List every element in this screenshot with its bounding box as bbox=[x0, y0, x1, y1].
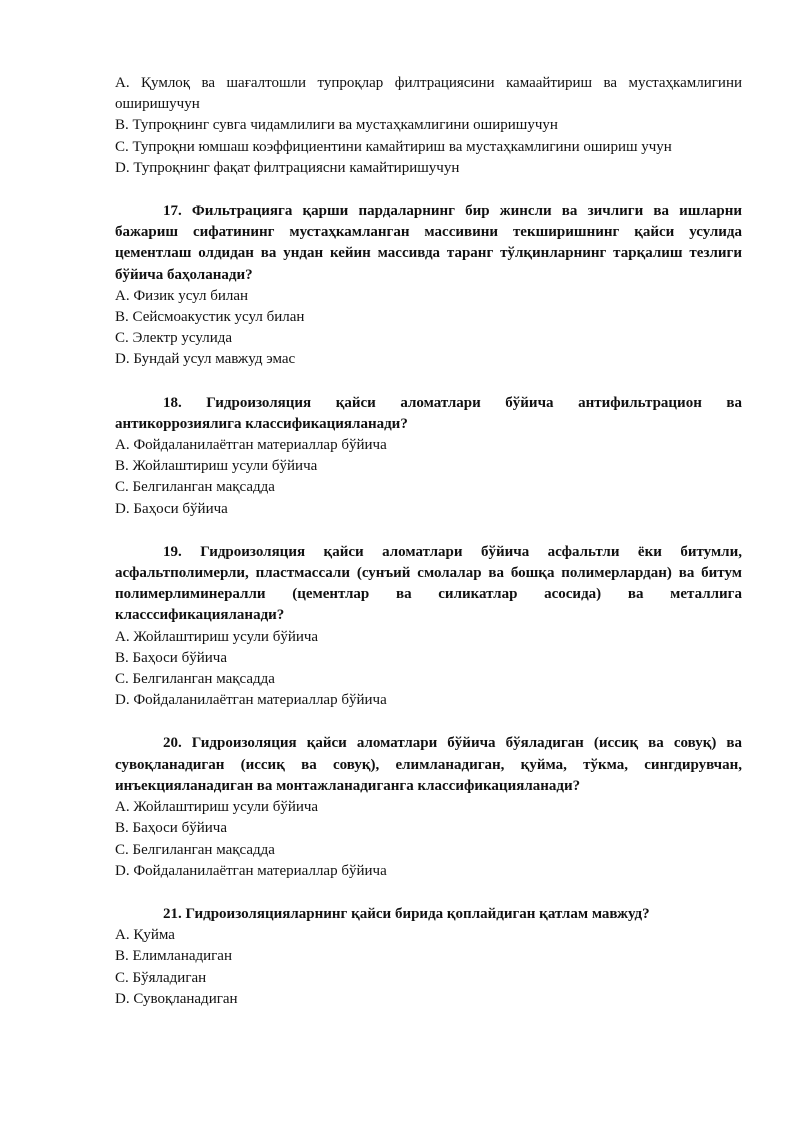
option-d: D. Сувоқланадиган bbox=[115, 990, 238, 1007]
question-text: 20. Гидроизоляция қайси аломатлари бўйича бўяладиган (иссиқ ва совуқ) ва сувоқланадиган (иссиқ ва совуқ), елимланадиган, қуйма, тўкма, сингдирувчан, инъекцияланадиган ва монтажланадиганга классификацияланади? bbox=[115, 735, 742, 794]
option-c: C. Бўяладиган bbox=[115, 969, 207, 986]
option-d: D. Бундай усул мавжуд эмас bbox=[115, 351, 296, 368]
option-c: C. Белгиланган мақсадда bbox=[115, 479, 275, 496]
option-d: D. Фойдаланилаётган материаллар бўйича bbox=[115, 692, 387, 709]
option-d: D. Баҳоси бўйича bbox=[115, 500, 228, 517]
option-a: A. Жойлаштириш усули бўйича bbox=[115, 799, 319, 816]
question-17 bbox=[115, 201, 742, 371]
option-c: C. Тупроқни юмшаш коэффициентини камайтириш ва мустаҳкамлигини ошириш учун bbox=[115, 138, 672, 155]
question-19 bbox=[115, 542, 742, 712]
option-c: C. Электр усулида bbox=[115, 330, 233, 347]
question-21 bbox=[115, 904, 742, 1010]
question-text: 17. Фильтрацияга қарши пардаларнинг бир жинсли ва зичлиги ва ишларни бажариш сифатининг мустаҳкамланган массивини текширишнинг қайси усулида цементлаш олдидан ва ундан кейин массивда таранг тўлқинларнинг тарқалиш тезлиги бўйича баҳоланади? bbox=[115, 203, 742, 283]
option-a: A. Фойдаланилаётган материаллар бўйича bbox=[115, 437, 387, 454]
question-text: 18. Гидроизоляция қайси аломатлари бўйича антифильтрацион ва антикоррозиялига классификацияланади? bbox=[115, 394, 742, 432]
option-d: D. Фойдаланилаётган материаллар бўйича bbox=[115, 862, 387, 879]
option-a: A. Жойлаштириш усули бўйича bbox=[115, 628, 319, 645]
question-16-options bbox=[115, 73, 746, 179]
option-b: B. Баҳоси бўйича bbox=[115, 649, 227, 666]
option-b: B. Жойлаштириш усули бўйича bbox=[115, 458, 318, 475]
question-text: 21. Гидроизоляцияларнинг қайси бирида қоплайдиган қатлам мавжуд? bbox=[163, 905, 650, 922]
option-b: B. Тупроқнинг сувга чидамлилиги ва мустаҳкамлигини оширишучун bbox=[115, 117, 558, 134]
question-text: 19. Гидроизоляция қайси аломатлари бўйича асфальтли ёки битумли, асфальтполимерли, пластмассали (сунъий смолалар ва бошқа полимерлардан) ва битум полимерлиминералли (цементлар ва силикатлар асосида) ва металлига класссификацияланади? bbox=[115, 543, 742, 624]
option-c: C. Белгиланган мақсадда bbox=[115, 841, 275, 858]
option-b: B. Елимланадиган bbox=[115, 948, 232, 965]
option-a: A. Физик усул билан bbox=[115, 287, 249, 304]
option-d: D. Тупроқнинг фақат филтрациясни камайтиришучун bbox=[115, 159, 460, 176]
question-18 bbox=[115, 393, 742, 520]
option-b: B. Баҳоси бўйича bbox=[115, 820, 227, 837]
option-a: A. Қуйма bbox=[115, 927, 175, 944]
option-c: C. Белгиланган мақсадда bbox=[115, 671, 275, 688]
option-b: B. Сейсмоакустик усул билан bbox=[115, 309, 305, 326]
question-20 bbox=[115, 733, 742, 881]
option-a: A. Қумлоқ ва шағалтошли тупроқлар филтрациясини камаайтириш ва мустаҳкамлигини оширишучун bbox=[115, 75, 746, 113]
